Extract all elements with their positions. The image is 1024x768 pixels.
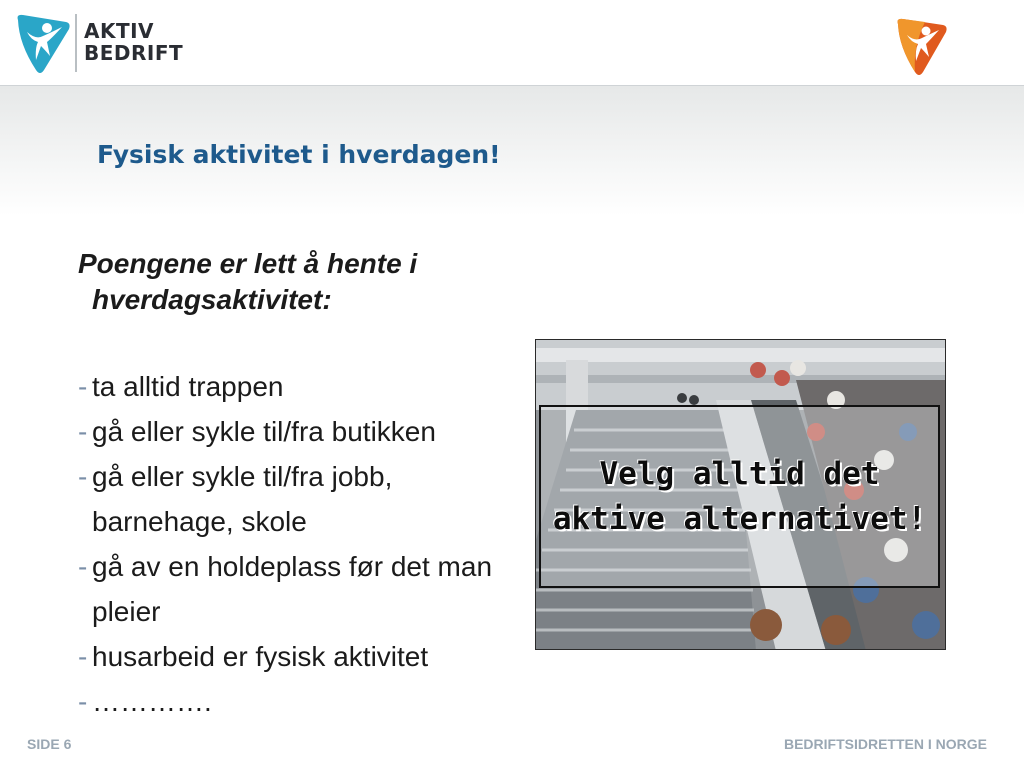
- slide-body: [78, 246, 528, 724]
- bullet-marker: -: [78, 551, 88, 582]
- bullet-marker: -: [78, 686, 88, 717]
- bullet-text: gå eller sykle til/fra butikken: [92, 416, 436, 447]
- callout-box: [539, 405, 940, 588]
- list-item: [78, 544, 528, 634]
- brand-line-2: BEDRIFT: [84, 41, 184, 65]
- bullet-marker: -: [78, 641, 88, 672]
- intro-text: Poengene er lett å hente i hverdagsaktivitet:: [78, 248, 418, 315]
- bullet-text: ………….: [92, 686, 212, 717]
- bullet-list: [78, 364, 528, 724]
- bullet-marker: -: [78, 371, 88, 402]
- bullet-marker: -: [78, 461, 88, 492]
- bullet-text: gå av en holdeplass før det man pleier: [92, 551, 493, 627]
- callout-line-1: Velg alltid det: [599, 455, 880, 492]
- list-item: [78, 364, 528, 409]
- callout-line-2: aktive alternativet!: [552, 500, 927, 537]
- bedriftsidretten-logo-icon: [895, 16, 949, 78]
- page-number: SIDE 6: [27, 736, 72, 752]
- bullet-marker: -: [78, 416, 88, 447]
- list-item: [78, 409, 528, 454]
- aktiv-bedrift-logo-icon: [14, 12, 72, 76]
- list-item: [78, 679, 528, 724]
- slide-header: [0, 0, 1024, 86]
- bullet-text: gå eller sykle til/fra jobb, barnehage, skole: [92, 461, 393, 537]
- callout-text: [550, 452, 930, 542]
- list-item: [78, 454, 528, 544]
- footer-organization: BEDRIFTSIDRETTEN I NORGE: [783, 736, 987, 752]
- bullet-text: ta alltid trappen: [92, 371, 284, 402]
- logo-divider: [75, 14, 77, 72]
- bullet-text: husarbeid er fysisk aktivitet: [92, 641, 429, 672]
- brand-wordmark: [84, 20, 183, 64]
- slide-title: Fysisk aktivitet i hverdagen!: [97, 140, 501, 169]
- brand-line-1: AKTIV: [84, 19, 155, 43]
- list-item: [78, 634, 528, 679]
